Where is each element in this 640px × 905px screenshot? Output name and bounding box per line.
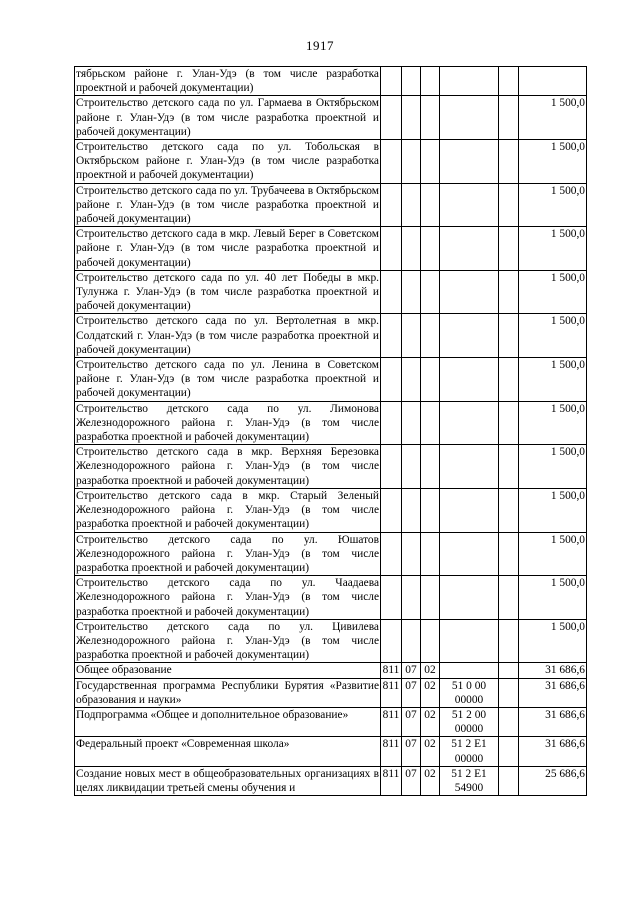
target-article-code xyxy=(440,227,499,271)
row-name: Строительство детского сада по ул. Лимонова Железнодорожного района г. Улан-Удэ (в том числе разработка проектной и рабочей документации) xyxy=(76,402,379,444)
table-row xyxy=(75,532,587,576)
row-name: Государственная программа Республики Бурятия «Развитие образования и науки» xyxy=(76,679,379,706)
target-article-code xyxy=(440,488,499,532)
ministry-code: 811 xyxy=(381,737,402,766)
target-article-code: 51 2 00 00000 xyxy=(440,707,499,736)
row-name: Строительство детского сада по ул. Ленина в Советском районе г. Улан-Удэ (в том числе разработка проектной и рабочей документации) xyxy=(76,359,379,400)
amount: 31 686,6 xyxy=(519,737,587,766)
table-row xyxy=(75,401,587,445)
expense-type-code xyxy=(499,140,519,184)
expense-type-code xyxy=(499,576,519,620)
table-row xyxy=(75,663,587,678)
target-article-code xyxy=(440,96,499,140)
table-row xyxy=(75,737,587,766)
subsection-code xyxy=(421,314,440,358)
section-code xyxy=(402,488,421,532)
ministry-code xyxy=(381,488,402,532)
target-article-code: 51 2 E1 54900 xyxy=(440,766,499,795)
row-name: Строительство детского сада по ул. Цивилева Железнодорожного района г. Улан-Удэ (в том числе разработка проектной и рабочей документации) xyxy=(76,620,379,662)
page-number: 1917 xyxy=(306,38,334,53)
table-row xyxy=(75,140,587,184)
target-article-code xyxy=(440,67,499,96)
budget-table-body xyxy=(75,67,587,796)
amount: 1 500,0 xyxy=(519,227,587,271)
subsection-code: 02 xyxy=(421,707,440,736)
amount: 1 500,0 xyxy=(519,488,587,532)
expense-type-code xyxy=(499,96,519,140)
row-name: тябрьском районе г. Улан-Удэ (в том числе разработка проектной и рабочей документации) xyxy=(76,68,379,95)
target-article-code xyxy=(440,183,499,227)
ministry-code xyxy=(381,532,402,576)
ministry-code xyxy=(381,227,402,271)
section-code xyxy=(402,67,421,96)
ministry-code: 811 xyxy=(381,663,402,678)
ministry-code xyxy=(381,445,402,489)
target-article-code xyxy=(440,401,499,445)
expense-type-code xyxy=(499,766,519,795)
row-name: Подпрограмма «Общее и дополнительное образование» xyxy=(75,707,381,736)
ministry-code xyxy=(381,183,402,227)
target-article-code: 51 2 E1 00000 xyxy=(440,737,499,766)
subsection-code xyxy=(421,401,440,445)
section-code: 07 xyxy=(402,766,421,795)
ministry-code xyxy=(381,67,402,96)
ministry-code xyxy=(381,619,402,663)
section-code: 07 xyxy=(402,678,421,707)
expense-type-code xyxy=(499,532,519,576)
expense-type-code xyxy=(499,358,519,402)
section-code xyxy=(402,96,421,140)
section-code: 07 xyxy=(402,663,421,678)
row-name: Строительство детского сада по ул. 40 лет Победы в мкр. Тулунжа г. Улан-Удэ (в том числе разработка проектной и рабочей документации) xyxy=(76,271,379,313)
row-name: Строительство детского сада по ул. Гармаева в Октябрьском районе г. Улан-Удэ (в том числе разработка проектной и рабочей документации) xyxy=(76,97,379,138)
target-article-code xyxy=(440,358,499,402)
ministry-code: 811 xyxy=(381,766,402,795)
ministry-code xyxy=(381,358,402,402)
amount: 1 500,0 xyxy=(519,401,587,445)
ministry-code: 811 xyxy=(381,678,402,707)
subsection-code xyxy=(421,619,440,663)
amount: 1 500,0 xyxy=(519,183,587,227)
row-name: Строительство детского сада по ул. Чаадаева Железнодорожного района г. Улан-Удэ (в том числе разработка проектной и рабочей документации) xyxy=(76,577,379,618)
expense-type-code xyxy=(499,401,519,445)
ministry-code xyxy=(381,314,402,358)
subsection-code xyxy=(421,270,440,314)
subsection-code xyxy=(421,183,440,227)
subsection-code: 02 xyxy=(421,663,440,678)
row-name: Строительство детского сада в мкр. Старый Зеленый Железнодорожного района г. Улан-Удэ (в том числе разработка проектной и рабочей документации) xyxy=(76,489,379,531)
amount: 1 500,0 xyxy=(519,96,587,140)
row-name: Создание новых мест в общеобразовательных организациях в целях ликвидации третьей смены обучения и xyxy=(76,767,379,794)
row-name: Строительство детского сада по ул. Тобольская в Октябрьском районе г. Улан-Удэ (в том числе разработка проектной и рабочей документации) xyxy=(76,141,379,182)
subsection-code xyxy=(421,140,440,184)
section-code xyxy=(402,314,421,358)
expense-type-code xyxy=(499,227,519,271)
expense-type-code xyxy=(499,707,519,736)
expense-type-code xyxy=(499,678,519,707)
row-name: Общее образование xyxy=(75,663,381,678)
ministry-code xyxy=(381,140,402,184)
subsection-code xyxy=(421,532,440,576)
target-article-code xyxy=(440,619,499,663)
expense-type-code xyxy=(499,619,519,663)
table-row xyxy=(75,678,587,707)
expense-type-code xyxy=(499,270,519,314)
subsection-code xyxy=(421,358,440,402)
target-article-code xyxy=(440,532,499,576)
table-row xyxy=(75,183,587,227)
subsection-code xyxy=(421,576,440,620)
table-row xyxy=(75,619,587,663)
amount: 1 500,0 xyxy=(519,314,587,358)
section-code xyxy=(402,270,421,314)
section-code xyxy=(402,445,421,489)
ministry-code xyxy=(381,270,402,314)
amount: 1 500,0 xyxy=(519,358,587,402)
subsection-code: 02 xyxy=(421,737,440,766)
amount: 31 686,6 xyxy=(519,678,587,707)
target-article-code: 51 0 00 00000 xyxy=(440,678,499,707)
row-name: Федеральный проект «Современная школа» xyxy=(75,737,381,766)
ministry-code xyxy=(381,96,402,140)
amount: 1 500,0 xyxy=(519,576,587,620)
section-code xyxy=(402,140,421,184)
subsection-code xyxy=(421,488,440,532)
expense-type-code xyxy=(499,183,519,227)
section-code xyxy=(402,358,421,402)
table-row xyxy=(75,488,587,532)
table-row xyxy=(75,707,587,736)
table-row xyxy=(75,766,587,795)
section-code xyxy=(402,532,421,576)
target-article-code xyxy=(440,270,499,314)
target-article-code xyxy=(440,314,499,358)
table-row xyxy=(75,270,587,314)
section-code: 07 xyxy=(402,737,421,766)
table-row xyxy=(75,576,587,620)
expense-type-code xyxy=(499,488,519,532)
amount xyxy=(519,67,587,96)
table-row xyxy=(75,96,587,140)
row-name: Строительство детского сада по ул. Вертолетная в мкр. Солдатский г. Улан-Удэ (в том числе разработка проектной и рабочей документации) xyxy=(76,315,379,356)
table-row xyxy=(75,314,587,358)
target-article-code xyxy=(440,140,499,184)
row-name: Строительство детского сада по ул. Юшатов Железнодорожного района г. Улан-Удэ (в том числе разработка проектной и рабочей документации) xyxy=(76,533,379,574)
amount: 1 500,0 xyxy=(519,140,587,184)
section-code xyxy=(402,227,421,271)
section-code xyxy=(402,183,421,227)
expense-type-code xyxy=(499,663,519,678)
amount: 1 500,0 xyxy=(519,270,587,314)
subsection-code: 02 xyxy=(421,678,440,707)
amount: 1 500,0 xyxy=(519,532,587,576)
ministry-code xyxy=(381,401,402,445)
expense-type-code xyxy=(499,314,519,358)
expense-type-code xyxy=(499,737,519,766)
row-name: Строительство детского сада в мкр. Левый Берег в Советском районе г. Улан-Удэ (в том числе разработка проектной и рабочей документации) xyxy=(76,228,379,269)
table-row xyxy=(75,358,587,402)
amount: 25 686,6 xyxy=(519,766,587,795)
table-row xyxy=(75,445,587,489)
subsection-code xyxy=(421,445,440,489)
ministry-code xyxy=(381,576,402,620)
row-name: Строительство детского сада в мкр. Верхняя Березовка Железнодорожного района г. Улан-Удэ (в том числе разработка проектной и рабочей документации) xyxy=(76,446,379,487)
table-row xyxy=(75,227,587,271)
amount: 1 500,0 xyxy=(519,445,587,489)
target-article-code xyxy=(440,576,499,620)
section-code xyxy=(402,619,421,663)
section-code: 07 xyxy=(402,707,421,736)
table-row xyxy=(75,67,587,96)
budget-table xyxy=(74,66,587,796)
subsection-code xyxy=(421,227,440,271)
section-code xyxy=(402,576,421,620)
amount: 31 686,6 xyxy=(519,663,587,678)
subsection-code: 02 xyxy=(421,766,440,795)
ministry-code: 811 xyxy=(381,707,402,736)
subsection-code xyxy=(421,96,440,140)
target-article-code xyxy=(440,663,499,678)
row-name: Строительство детского сада по ул. Трубачеева в Октябрьском районе г. Улан-Удэ (в том числе разработка проектной и рабочей документации) xyxy=(76,184,379,226)
target-article-code xyxy=(440,445,499,489)
expense-type-code xyxy=(499,445,519,489)
subsection-code xyxy=(421,67,440,96)
amount: 31 686,6 xyxy=(519,707,587,736)
section-code xyxy=(402,401,421,445)
expense-type-code xyxy=(499,67,519,96)
amount: 1 500,0 xyxy=(519,619,587,663)
